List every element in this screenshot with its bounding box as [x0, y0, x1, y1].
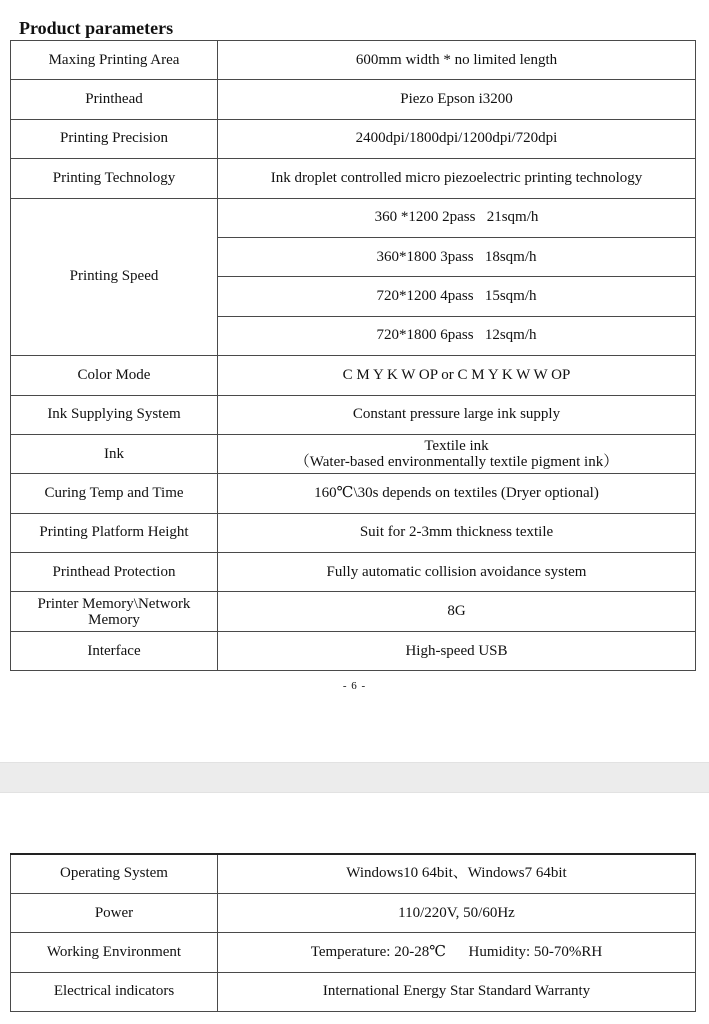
- table-row: [11, 159, 696, 198]
- page-separator: [0, 762, 709, 793]
- param-label: Printhead: [11, 80, 218, 119]
- ink-line-2: （Water-based environmentally textile pigment ink）: [294, 454, 619, 471]
- table-row: [11, 474, 696, 513]
- param-value: C M Y K W OP or C M Y K W W OP: [218, 356, 696, 395]
- table-row: [11, 41, 696, 80]
- param-label: Printing Precision: [11, 119, 218, 158]
- param-value: High-speed USB: [218, 631, 696, 670]
- param-value: 8G: [218, 592, 696, 631]
- param-label: Printing Technology: [11, 159, 218, 198]
- memory-label-line-1: Printer Memory\Network: [37, 595, 191, 612]
- param-label: Maxing Printing Area: [11, 41, 218, 80]
- param-label: Interface: [11, 631, 218, 670]
- param-label: Curing Temp and Time: [11, 474, 218, 513]
- speed-value: 720*1800 6pass 12sqm/h: [218, 316, 696, 355]
- page-number: - 6 -: [342, 680, 367, 692]
- parameters-table-continued: [10, 853, 696, 1012]
- speed-value: 360 *1200 2pass 21sqm/h: [218, 198, 696, 237]
- param-value-ink: [218, 434, 696, 473]
- memory-label-line-2: Memory: [88, 611, 140, 628]
- param-value: International Energy Star Standard Warranty: [218, 972, 696, 1011]
- table-row: [11, 198, 696, 237]
- param-label: Printing Platform Height: [11, 513, 218, 552]
- table-row: [11, 119, 696, 158]
- param-value: Ink droplet controlled micro piezoelectric printing technology: [218, 159, 696, 198]
- param-label: Ink Supplying System: [11, 395, 218, 434]
- param-value: 110/220V, 50/60Hz: [218, 893, 696, 932]
- param-label: Operating System: [11, 854, 218, 893]
- table-row: [11, 893, 696, 932]
- param-label: Color Mode: [11, 356, 218, 395]
- param-label-memory: [11, 592, 218, 631]
- param-value: 2400dpi/1800dpi/1200dpi/720dpi: [218, 119, 696, 158]
- param-value: Fully automatic collision avoidance system: [218, 553, 696, 592]
- param-value: Piezo Epson i3200: [218, 80, 696, 119]
- table-row: [11, 356, 696, 395]
- param-value: Temperature: 20-28℃ Humidity: 50-70%RH: [218, 933, 696, 972]
- table-row: [11, 513, 696, 552]
- table-row: [11, 972, 696, 1011]
- param-label: Printhead Protection: [11, 553, 218, 592]
- speed-value: 360*1800 3pass 18sqm/h: [218, 237, 696, 276]
- param-value: Windows10 64bit、Windows7 64bit: [218, 854, 696, 893]
- param-value: 160℃\30s depends on textiles (Dryer optional): [218, 474, 696, 513]
- param-label: Power: [11, 893, 218, 932]
- table-row: [11, 395, 696, 434]
- param-value: Suit for 2-3mm thickness textile: [218, 513, 696, 552]
- table-row: [11, 592, 696, 631]
- table-row: [11, 631, 696, 670]
- section-title: Product parameters: [19, 18, 174, 38]
- table-row: [11, 854, 696, 893]
- param-label: Working Environment: [11, 933, 218, 972]
- param-label: Electrical indicators: [11, 972, 218, 1011]
- table-row: [11, 933, 696, 972]
- parameters-table: [10, 40, 696, 671]
- table-row: [11, 80, 696, 119]
- table-row: [11, 434, 696, 473]
- param-value: Constant pressure large ink supply: [218, 395, 696, 434]
- ink-line-1: Textile ink: [424, 438, 489, 455]
- param-value: 600mm width * no limited length: [218, 41, 696, 80]
- table-row: [11, 553, 696, 592]
- param-label: Ink: [11, 434, 218, 473]
- speed-value: 720*1200 4pass 15sqm/h: [218, 277, 696, 316]
- param-label-printing-speed: Printing Speed: [11, 198, 218, 356]
